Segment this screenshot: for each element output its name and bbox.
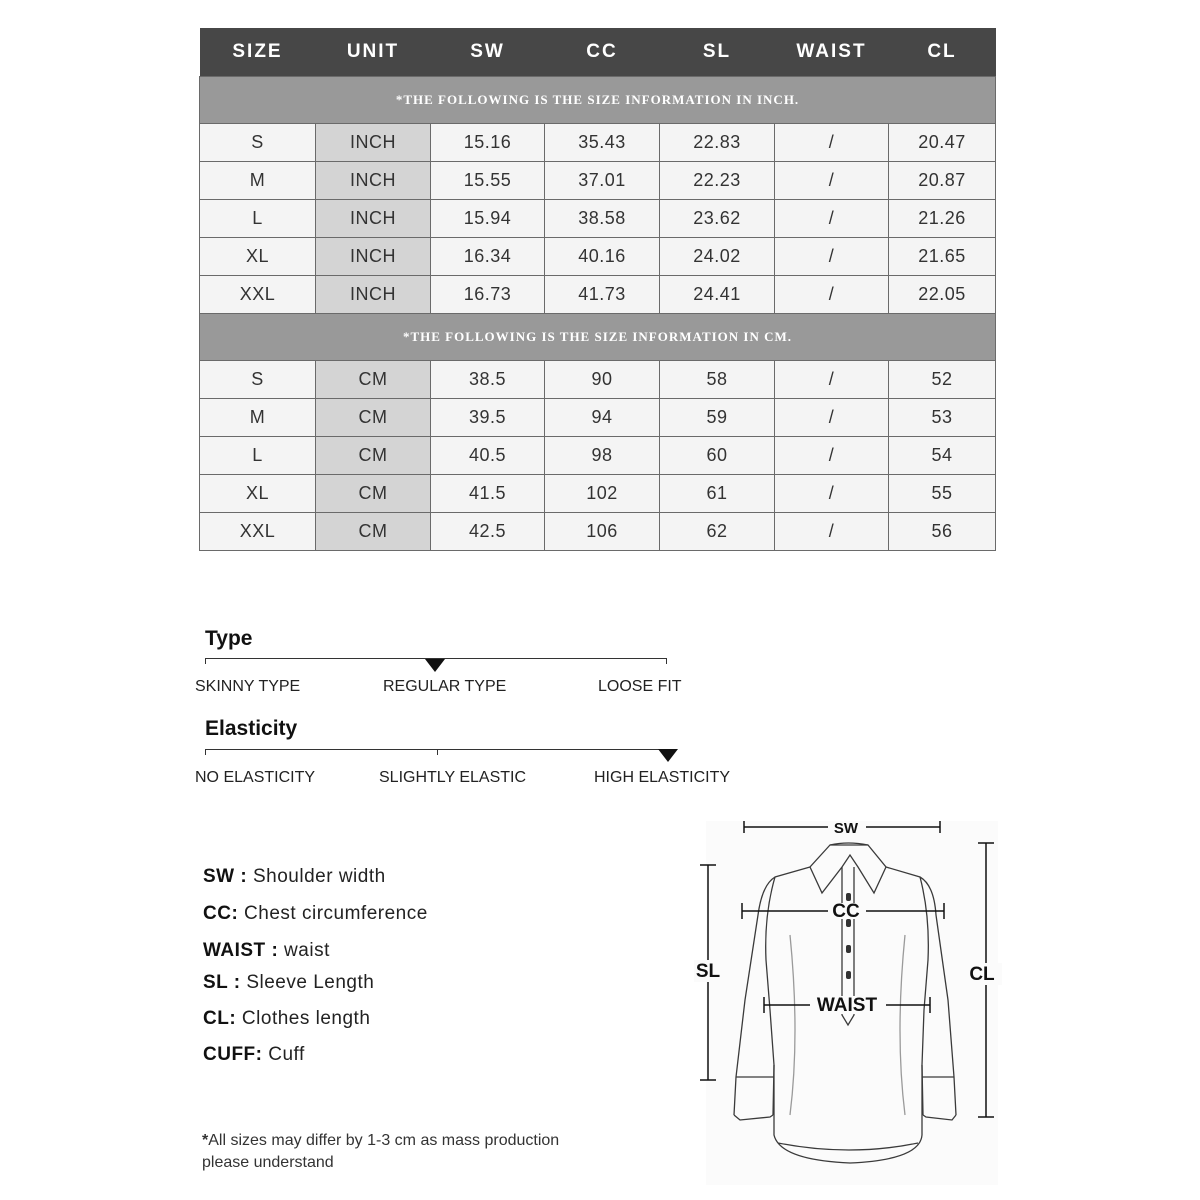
value-cell: 35.43 [545,124,660,162]
type-label-skinny: SKINNY TYPE [195,678,301,695]
value-cell: / [775,475,889,513]
legend-cc-text: Chest circumference [238,903,428,924]
legend-cl-text: Clothes length [236,1008,371,1029]
value-cell: 41.5 [431,475,545,513]
value-cell: 23.62 [660,200,775,238]
value-cell: 37.01 [545,162,660,200]
table-row [200,124,996,162]
note-line-2: please understand [202,1154,334,1171]
cm-section-row [200,314,996,361]
legend-sl-text: Sleeve Length [240,972,375,993]
value-cell: 22.23 [660,162,775,200]
table-row [200,200,996,238]
header-sw: SW [431,28,545,77]
elasticity-scale-line [205,749,667,750]
value-cell: 22.83 [660,124,775,162]
value-cell: / [775,162,889,200]
header-sl: SL [660,28,775,77]
value-cell: 16.73 [431,276,545,314]
type-selected-marker-icon [425,659,445,672]
value-cell: 15.55 [431,162,545,200]
value-cell: / [775,399,889,437]
value-cell: 52 [889,361,996,399]
inch-section-note: *THE FOLLOWING IS THE SIZE INFORMATION IN INCH. [200,77,996,124]
table-header [200,28,996,77]
value-cell: / [775,437,889,475]
value-cell: 61 [660,475,775,513]
cl-dimension-label: CL [969,964,995,985]
legend-waist [203,940,330,962]
value-cell: 60 [660,437,775,475]
unit-cell: CM [316,475,431,513]
value-cell: 102 [545,475,660,513]
value-cell: 24.02 [660,238,775,276]
value-cell: 40.5 [431,437,545,475]
shirt-measurement-diagram [690,815,1010,1190]
sl-dimension-label: SL [695,961,721,982]
size-cell: XL [200,238,316,276]
legend-cl-abbr: CL: [203,1008,237,1029]
value-cell: 56 [889,513,996,551]
table-row [200,513,996,551]
unit-cell: INCH [316,238,431,276]
table-row [200,399,996,437]
unit-cell: CM [316,399,431,437]
value-cell: 59 [660,399,775,437]
value-cell: 58 [660,361,775,399]
size-cell: XL [200,475,316,513]
legend-cc [203,903,428,925]
value-cell: 21.65 [889,238,996,276]
table-row [200,162,996,200]
unit-cell: INCH [316,124,431,162]
elasticity-label-high: HIGH ELASTICITY [594,769,731,786]
value-cell: / [775,200,889,238]
table-row [200,361,996,399]
elasticity-label-slight: SLIGHTLY ELASTIC [379,769,527,786]
value-cell: 20.87 [889,162,996,200]
table-row [200,238,996,276]
value-cell: 41.73 [545,276,660,314]
size-cell: L [200,437,316,475]
legend-sl-abbr: SL : [203,972,241,993]
value-cell: 15.94 [431,200,545,238]
elasticity-selected-marker-icon [658,749,678,762]
value-cell: / [775,238,889,276]
legend-cl [203,1008,370,1030]
waist-dimension-label: WAIST [816,995,878,1016]
size-cell: M [200,399,316,437]
value-cell: 90 [545,361,660,399]
value-cell: 38.58 [545,200,660,238]
type-scale-title: Type [205,627,253,650]
table-row [200,276,996,314]
value-cell: 38.5 [431,361,545,399]
unit-cell: INCH [316,276,431,314]
unit-cell: CM [316,437,431,475]
type-label-regular: REGULAR TYPE [383,678,507,695]
size-cell: S [200,361,316,399]
legend-sl [203,972,374,994]
legend-cc-abbr: CC: [203,903,239,924]
elasticity-scale-title: Elasticity [205,717,298,740]
size-disclaimer-note [202,1130,559,1174]
value-cell: / [775,124,889,162]
size-cell: M [200,162,316,200]
size-cell: XXL [200,513,316,551]
table-row [200,475,996,513]
value-cell: 21.26 [889,200,996,238]
table-row [200,437,996,475]
value-cell: 94 [545,399,660,437]
value-cell: 40.16 [545,238,660,276]
unit-cell: INCH [316,200,431,238]
cc-dimension-label: CC [832,901,860,922]
value-cell: 20.47 [889,124,996,162]
value-cell: 98 [545,437,660,475]
value-cell: / [775,276,889,314]
value-cell: 15.16 [431,124,545,162]
value-cell: / [775,361,889,399]
value-cell: 62 [660,513,775,551]
note-line-1: All sizes may differ by 1-3 cm as mass production [208,1132,560,1149]
header-size: SIZE [200,28,316,77]
value-cell: / [775,513,889,551]
unit-cell: INCH [316,162,431,200]
cm-section-note: *THE FOLLOWING IS THE SIZE INFORMATION IN CM. [200,314,996,361]
size-cell: XXL [200,276,316,314]
legend-waist-abbr: WAIST : [203,940,279,961]
value-cell: 54 [889,437,996,475]
value-cell: 24.41 [660,276,775,314]
legend-waist-text: waist [278,940,330,961]
inch-section-row [200,77,996,124]
value-cell: 53 [889,399,996,437]
header-cl: CL [889,28,996,77]
size-chart-table [199,28,996,551]
value-cell: 39.5 [431,399,545,437]
legend-sw-text: Shoulder width [247,866,386,887]
elasticity-mid-tick [437,749,438,755]
unit-cell: CM [316,513,431,551]
value-cell: 55 [889,475,996,513]
elasticity-label-none: NO ELASTICITY [195,769,316,786]
header-cc: CC [545,28,660,77]
legend-sw-abbr: SW : [203,866,248,887]
size-cell: L [200,200,316,238]
legend-cuff-abbr: CUFF: [203,1044,263,1065]
value-cell: 106 [545,513,660,551]
header-waist: WAIST [775,28,889,77]
sw-dimension-label: SW [833,820,859,837]
size-cell: S [200,124,316,162]
value-cell: 42.5 [431,513,545,551]
value-cell: 16.34 [431,238,545,276]
table-body [200,77,996,551]
legend-cuff [203,1044,305,1066]
type-label-loose: LOOSE FIT [598,678,682,695]
value-cell: 22.05 [889,276,996,314]
legend-cuff-text: Cuff [262,1044,305,1065]
legend-sw [203,866,386,888]
unit-cell: CM [316,361,431,399]
note-asterisk: * [202,1132,209,1149]
header-unit: UNIT [316,28,431,77]
